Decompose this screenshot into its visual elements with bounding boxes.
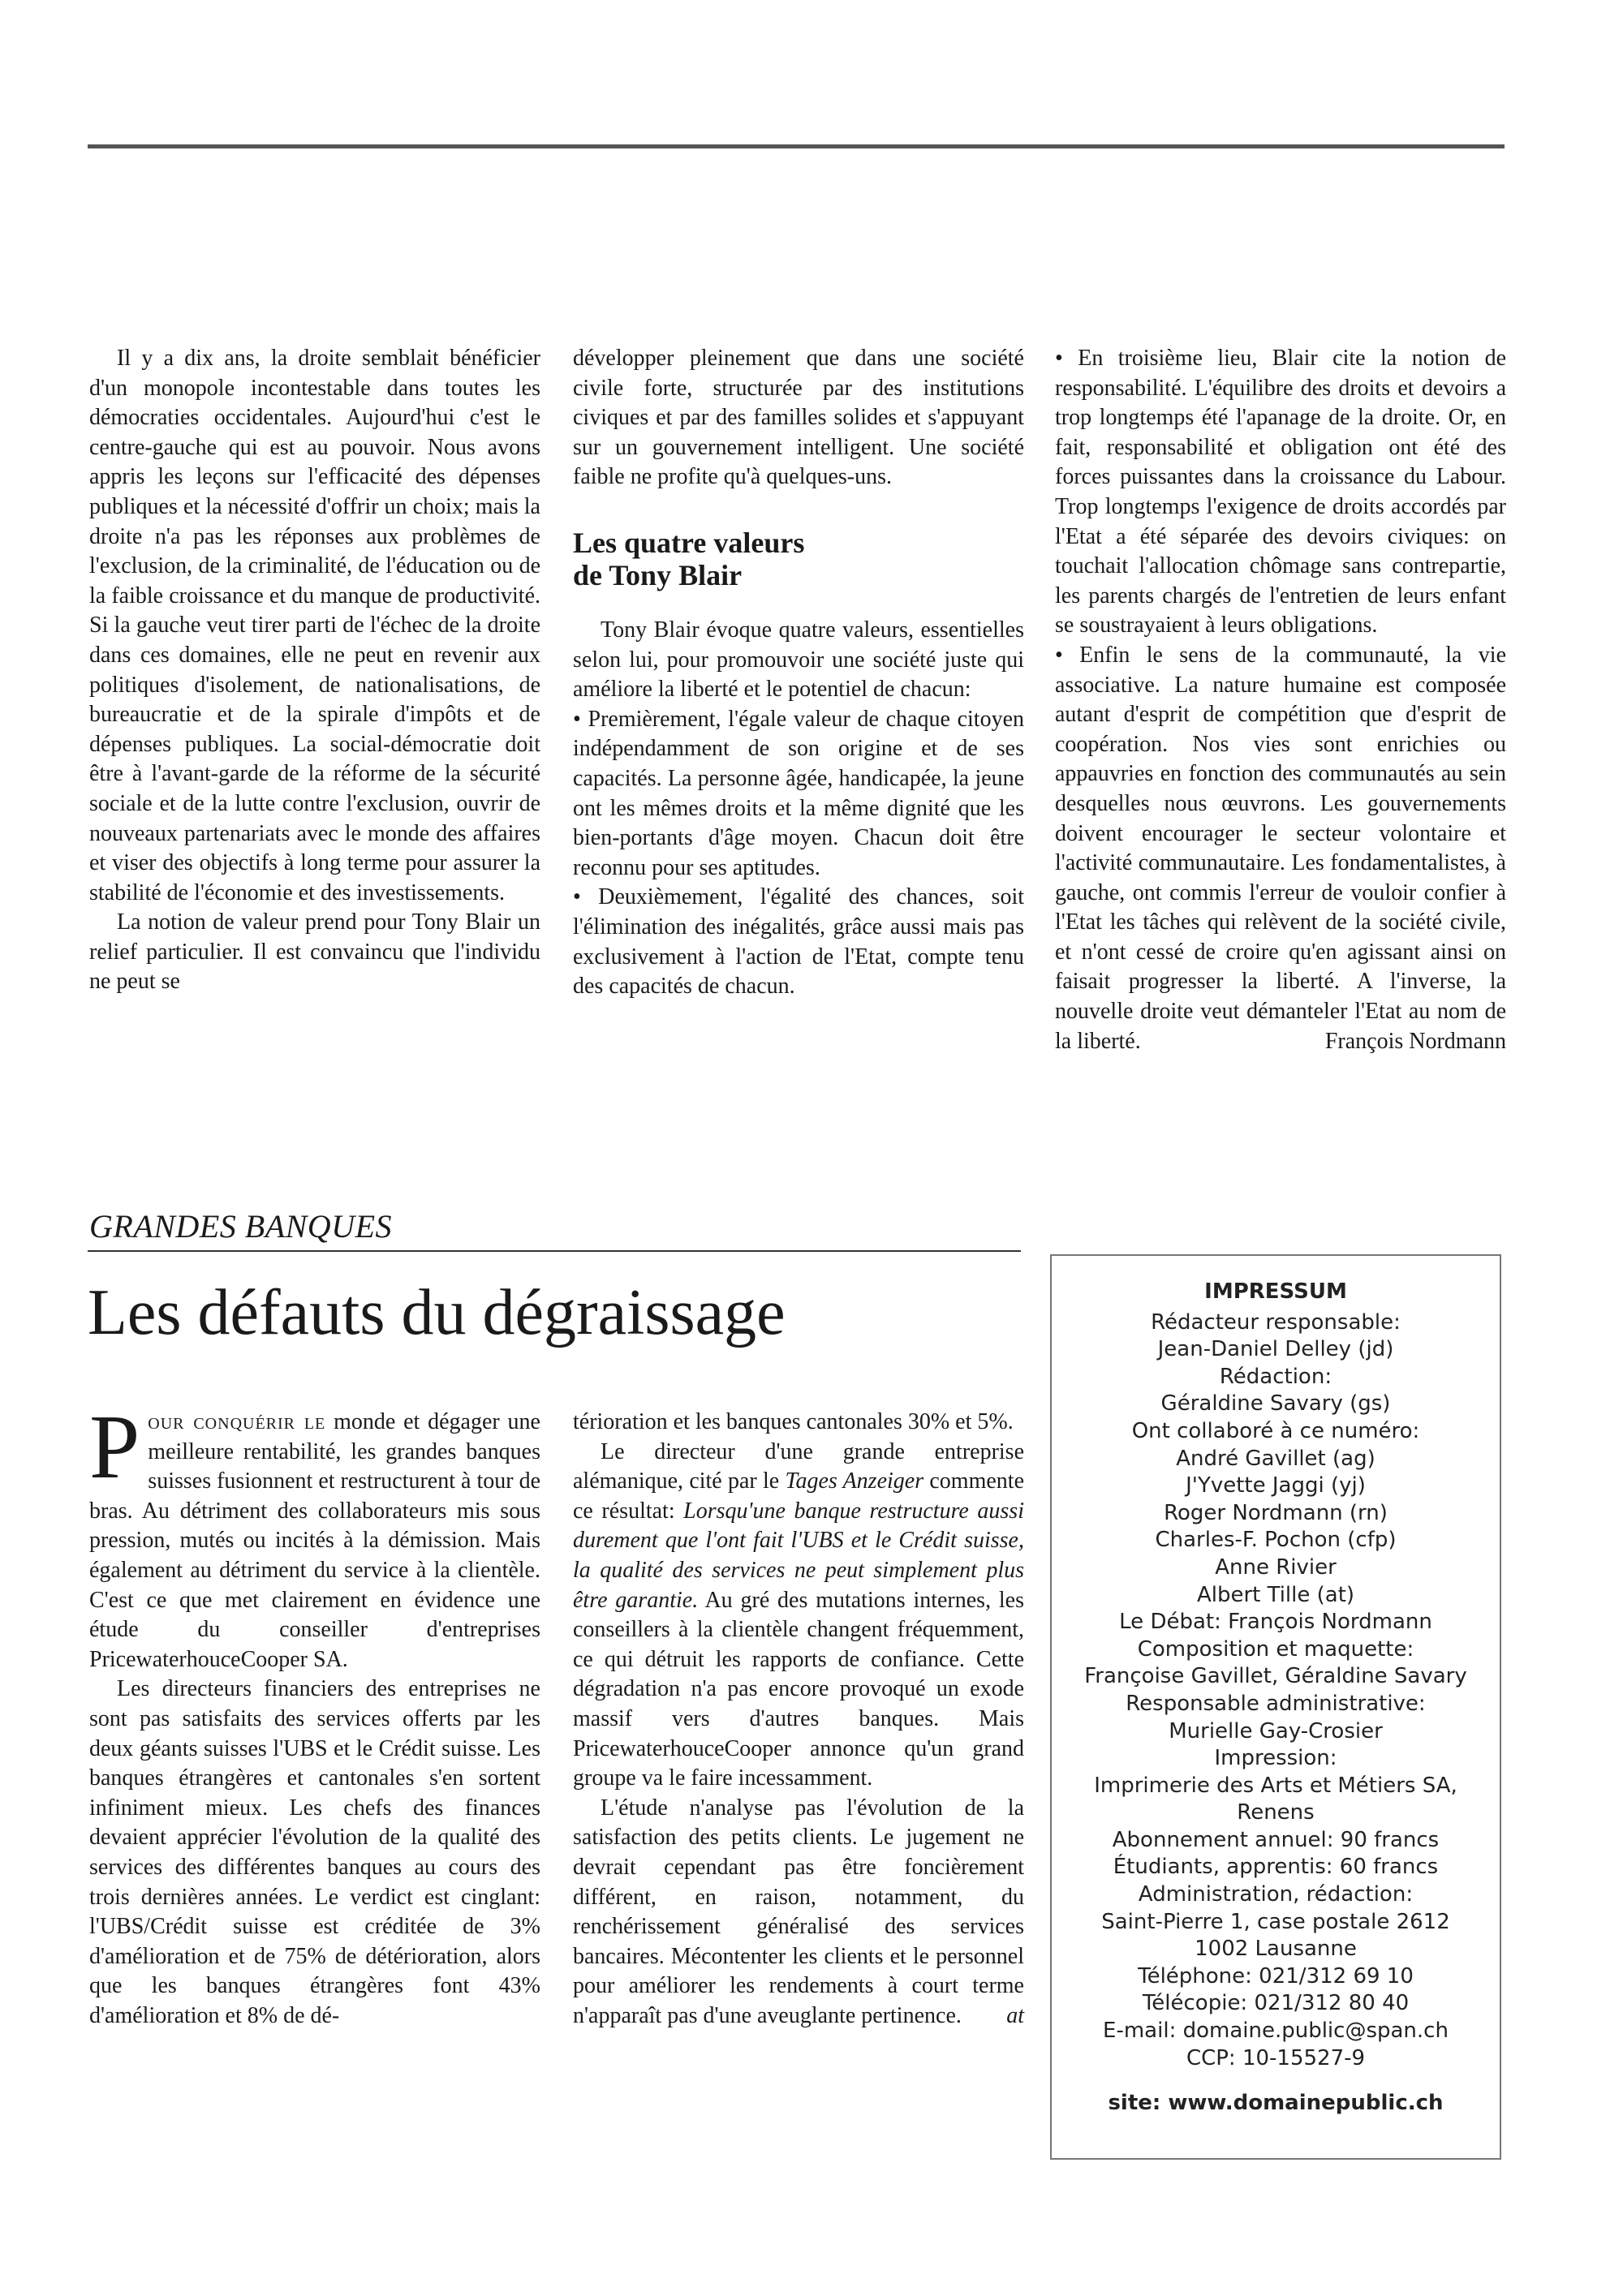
source-name: Tages Anzeiger [785,1468,924,1494]
impressum-lines [1052,1309,1500,2073]
impressum-line: Abonnement annuel: 90 francs [1112,1827,1440,1852]
lead-smallcaps: our conquérir le [148,1409,326,1434]
article1-paragraph: Tony Blair évoque quatre valeurs, essentielles selon lui, pour promouvoir une société juste qui améliore la liberté et le potentiel de chacun: [573,617,1024,703]
impressum-line: Téléphone: 021/312 69 10 [1138,1963,1414,1989]
article2-paragraph: térioration et les banques cantonales 30% et 5%. [573,1409,1014,1434]
section-kicker: GRANDES BANQUES [89,1208,393,1245]
impressum-line: Télécopie: 021/312 80 40 [1142,1991,1410,2016]
impressum-title: IMPRESSUM [1204,1279,1347,1304]
text: L'étude n'analyse pas l'évolution de la satisfaction des petits clients. Le jugement ne devrait cependant pas être foncièrement différent, en raison, notamment, du renchérissement généralisé des services bancaires. Mécontenter les clients et le personnel pour améliorer les rendements à court terme n'apparaît pas d'une aveuglante pertinence. [573,1795,1024,2028]
bullet-text: • Enfin le sens de la communauté, la vie associative. La nature humaine est composée autant d'esprit de compétition que d'esprit de coopération. Nos vies sont enrichies ou appauvries en fonction des communautés au sein desquelles nous œuvrons. Les gouvernements doivent encourager le secteur volontaire et l'activité communautaire. Les fondamentalistes, à gauche, ont commis l'erreur de vouloir confier à l'Etat les tâches qui relèvent de la société civile, et n'ont cessé de croire qu'en agissant ainsi on faisait progresser la liberté. A l'inverse, la nouvelle droite veut démanteler l'Etat au nom de la liberté. [1055,642,1506,1054]
article1-column-3 [1055,344,1506,1056]
top-rule [88,144,1505,148]
impressum-line: E-mail: domaine.public@span.ch [1103,2019,1449,2044]
impressum-line: Responsable administrative: [1126,1691,1426,1716]
article1-bullet: • En troisième lieu, Blair cite la notion de responsabilité. L'équilibre des droits et devoirs a trop longtemps été l'apanage de la droite. Or, en fait, responsabilité et obligation ont été des forces puissantes dans la croissance du Labour. Trop longtemps l'exigence de droits accordés par l'Etat a été séparée des devoirs civiques: on touchait l'allocation chômage sans contrepartie, les parents chargés de l'entretien de leurs enfant se soustrayaient à leurs obligations. [1055,346,1506,638]
impressum-line: Saint-Pierre 1, case postale 2612 [1101,1909,1450,1934]
article1-signature: François Nordmann [1324,1028,1506,1054]
impressum-line: Ont collaboré à ce numéro: [1131,1418,1420,1443]
quote: Lorsqu'une banque restructure aussi durement que l'ont fait l'UBS et le Crédit suisse, la qualité des services ne peut simplement plus être garantie. [573,1498,1024,1613]
impressum-line: Impression: [1214,1746,1337,1771]
article1-bullet [1055,641,1506,1056]
article1-bullet: • Deuxièmement, l'égalité des chances, soit l'élimination des inégalités, grâce aussi mais pas exclusivement à l'action de l'Etat, compte tenu des capacités de chacun. [573,884,1024,1000]
impressum-box [1050,1254,1501,2160]
article1-paragraph: Il y a dix ans, la droite semblait bénéficier d'un monopole incontestable dans toutes les démocraties occidentales. Aujourd'hui c'est le centre-gauche qui est au pouvoir. Nous avons appris les leçons sur l'efficacité des dépenses publiques et la nécessité d'offrir un choix; mais la droite n'a pas les réponses aux problèmes de l'exclusion, de la criminalité, de l'éducation ou de la faible croissance et du manque de productivité. Si la gauche veut tirer parti de l'échec de la droite dans ces domaines, elle ne peut en revenir aux politiques d'isolement, de nationalisations, de bureaucratie et de la spirale d'impôts et de dépenses publiques. La social-démocratie doit être à l'avant-garde de la réforme de la sécurité sociale et de la lutte contre l'exclusion, ouvrir de nouveaux partenariats avec le monde des affaires et viser des objectifs à long terme pour assurer la stabilité de l'économie et des investissements. [89,346,540,905]
impressum-line: Murielle Gay-Crosier [1169,1718,1383,1743]
article2-column-1 [89,1397,540,2031]
impressum-line: Françoise Gavillet, Géraldine Savary [1084,1664,1467,1689]
impressum-line: Composition et maquette: [1137,1636,1414,1662]
article2-column-2 [573,1408,1024,2031]
text: Au gré des mutations internes, les conseillers à la clientèle changent fréquemment, ce qui détruit les rapports de confiance. Cette dégradation n'a pas encore provoqué un exode massif vers d'autres banques. Mais PricewaterhouceCooper annonce qu'un grand groupe va le faire incessamment. [573,1587,1024,1791]
article1-paragraph: développer pleinement que dans une société civile forte, structurée par des institutions civiques et par des familles solides et s'appuyant sur un gouvernement intelligent. Une société faible ne profite qu'à quelques-uns. [573,346,1024,490]
impressum-line: 1002 Lausanne [1195,1937,1357,1962]
impressum-line: Rédaction: [1219,1364,1332,1389]
text: Le directeur d'une grande entreprise alémanique, cité par le [573,1438,1024,1494]
article1-column-1 [89,344,540,997]
impressum-line: Charles-F. Pochon (cfp) [1155,1528,1397,1553]
drop-cap: P [89,1397,140,1498]
subheading-line: de Tony Blair [573,558,743,591]
impressum-line: Anne Rivier [1215,1554,1337,1580]
article1-bullet: • Premièrement, l'égale valeur de chaque citoyen indépendamment de son origine et de ses capacités. La personne âgée, handicapée, la jeune ont les mêmes droits et la même dignité que les bien-portants d'âge moyen. Chacun doit être reconnu pour ses aptitudes. [573,706,1024,880]
text: commente ce résultat: [573,1468,1024,1524]
impressum-line: Le Débat: François Nordmann [1119,1610,1432,1635]
impressum-line: J'Yvette Jaggi (yj) [1186,1473,1366,1498]
article1-subheading [573,527,1024,591]
impressum-line: Albert Tille (at) [1196,1582,1355,1607]
impressum-line: CCP: 10-15527-9 [1186,2045,1366,2070]
impressum-line: Jean-Daniel Delley (jd) [1157,1337,1394,1362]
impressum-line: Étudiants, apprentis: 60 francs [1113,1855,1439,1880]
article2-paragraph [573,1438,1024,1794]
article1-column-2 [573,344,1024,1002]
impressum-site: site: www.domainepublic.ch [1108,2091,1444,2116]
impressum-line: Roger Nordmann (rn) [1164,1500,1388,1525]
lead-text: monde et dégager une meilleure rentabilité, les grandes banques suisses fusionnent et restructurent à tour de bras. Au détriment des collaborateurs mis sous pression, mutés ou incités à la démission. Mais également au détriment du service à la clientèle. C'est ce que met clairement en évidence une étude du conseiller d'entreprises PricewaterhouceCooper SA. [89,1409,540,1672]
article2-lead-paragraph [89,1397,540,1675]
impressum-line: Rédacteur responsable: [1151,1309,1401,1335]
impressum-line: Imprimerie des Arts et Métiers SA, [1094,1773,1457,1798]
article2-paragraph [573,1794,1024,2032]
article2-headline: Les défauts du dégraissage [88,1277,786,1348]
article2-signature: at [1006,2002,1024,2028]
impressum-line: Géraldine Savary (gs) [1160,1391,1391,1417]
article2-paragraph: Les directeurs financiers des entreprises ne sont pas satisfaits des services offerts par les deux géants suisses l'UBS et le Crédit suisse. Les banques étrangères et cantonales s'en sortent infiniment mieux. Les chefs des finances devaient apprécier l'évolution de la qualité des services des différentes banques au cours des trois dernières années. Le verdict est cinglant: l'UBS/Crédit suisse est créditée de 3% d'amélioration et de 75% de détérioration, alors que les banques étrangères font 43% d'amélioration et 8% de dé- [89,1676,540,2028]
article1-paragraph: La notion de valeur prend pour Tony Blair un relief particulier. Il est convaincu que l'individu ne peut se [89,909,540,995]
impressum-line: Administration, rédaction: [1138,1882,1414,1907]
subheading-line: Les quatre valeurs [573,526,805,559]
impressum-line: Renens [1237,1800,1315,1825]
section-rule [88,1250,1021,1252]
impressum-line: André Gavillet (ag) [1176,1446,1375,1471]
